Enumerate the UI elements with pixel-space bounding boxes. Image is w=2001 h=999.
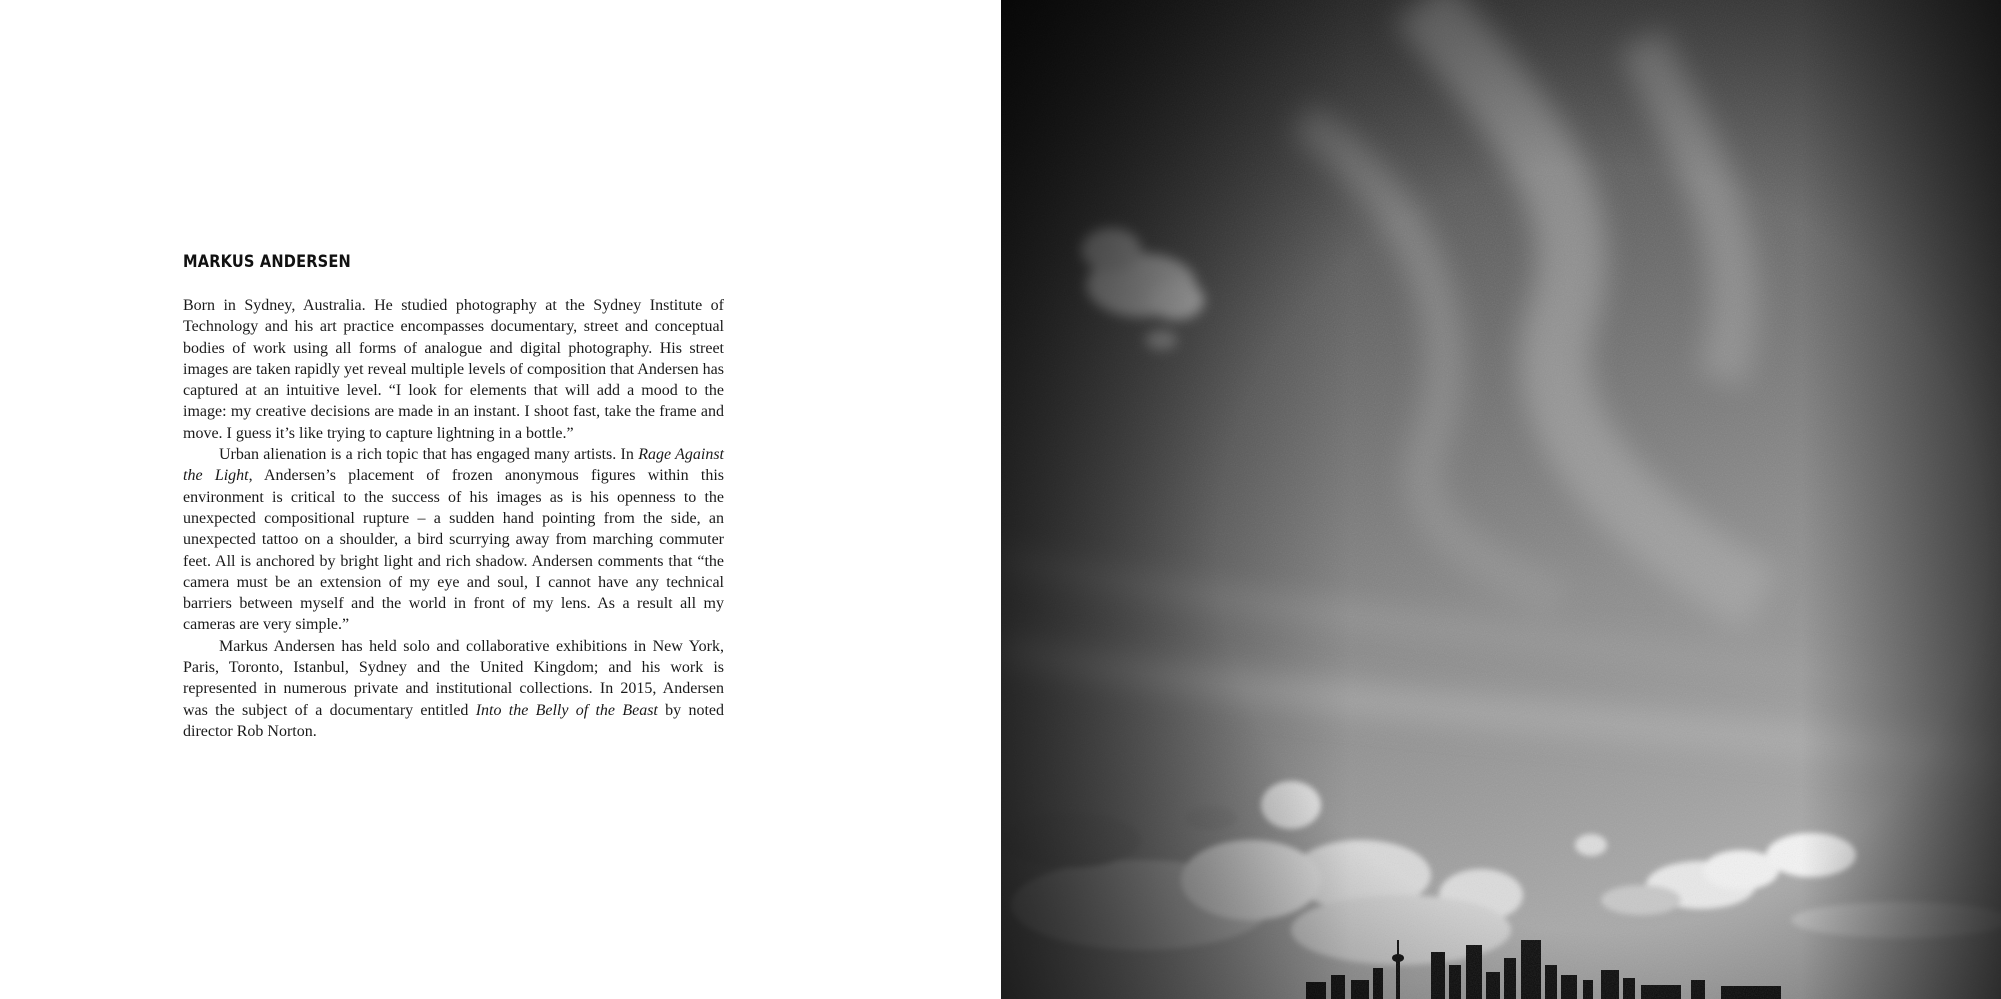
photo-page (1001, 0, 2001, 999)
photo-vignette (1001, 0, 2001, 999)
bio-paragraph-2-rest: , Andersen’s placement of frozen anonymous figures within this environment is critical to the success of his images as is his openness to the unexpected compositional rupture – a sudden hand pointing from the side, an unexpected tattoo on a shoulder, a bird scurrying away from marching commuter feet. All is anchored by bright light and rich shadow. Andersen comments that “the camera must be an extension of my eye and soul, I cannot have any technical barriers between myself and the world in front of my lens. As a result all my cameras are very simple.” (183, 467, 724, 634)
artist-name-heading: MARKUS ANDERSEN (183, 252, 351, 272)
bio-body (183, 295, 724, 742)
documentary-title: Into the Belly of the Beast (475, 701, 658, 719)
bio-paragraph-3 (183, 636, 724, 742)
bio-paragraph-3-intro: Markus Andersen has held solo and collaborative exhibitions in New York, Paris, Toronto, Istanbul, Sydney and the United Kingdom; and his work is represented in numerous private and institutional collections. In 2015, Andersen was the subject of a documentary entitled (183, 637, 724, 719)
bio-paragraph-2 (183, 444, 724, 636)
bio-paragraph-1: Born in Sydney, Australia. He studied photography at the Sydney Institute of Technology and his art practice encompasses documentary, street and conceptual bodies of work using all forms of analogue and digital photography. His street images are taken rapidly yet reveal multiple levels of composition that Andersen has captured at an intuitive level. “I look for elements that will add a mood to the image: my creative decisions are made in an instant. I shoot fast, take the frame and move. I guess it’s like trying to capture lightning in a bottle.” (183, 297, 724, 442)
sky-skyline-photo (1001, 0, 2001, 999)
bio-paragraph-3-rest: by noted director Rob Norton. (183, 701, 724, 740)
work-title-rage-against-the-light: Rage Against the Light (183, 446, 724, 485)
bio-paragraph-2-intro: Urban alienation is a rich topic that has engaged many artists. In (219, 446, 639, 464)
artist-bio (183, 252, 724, 742)
